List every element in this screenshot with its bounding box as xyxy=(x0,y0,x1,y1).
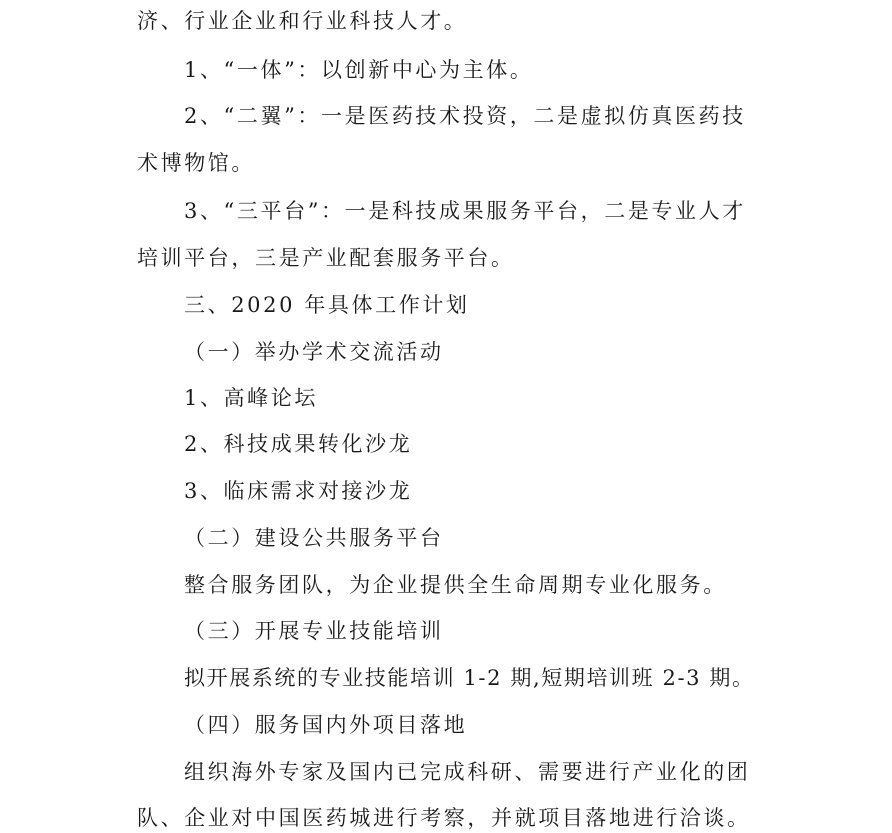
subsection-heading: （一）举办学术交流活动 xyxy=(184,340,444,364)
list-item-line: 3、临床需求对接沙龙 xyxy=(184,479,413,503)
subsection-heading: （四）服务国内外项目落地 xyxy=(184,713,468,737)
list-item-line: 3、“三平台”：一是科技成果服务平台，二是专业人才 xyxy=(184,199,746,223)
list-item-line: 2、科技成果转化沙龙 xyxy=(184,432,413,456)
list-item-line: 1、“一体”：以创新中心为主体。 xyxy=(184,58,534,82)
paragraph-line: 整合服务团队，为企业提供全生命周期专业化服务。 xyxy=(184,573,727,597)
section-heading: 三、2020 年具体工作计划 xyxy=(184,293,470,317)
paragraph-line: 术博物馆。 xyxy=(137,151,255,175)
paragraph-line: 拟开展系统的专业技能培训 1-2 期,短期培训班 2-3 期。 xyxy=(184,666,755,690)
list-item-line: 2、“二翼”：一是医药技术投资，二是虚拟仿真医药技 xyxy=(184,104,746,128)
subsection-heading: （二）建设公共服务平台 xyxy=(184,526,444,550)
paragraph-line: 培训平台，三是产业配套服务平台。 xyxy=(137,246,515,270)
subsection-heading: （三）开展专业技能培训 xyxy=(184,619,444,643)
paragraph-line: 组织海外专家及国内已完成科研、需要进行产业化的团 xyxy=(184,760,751,784)
paragraph-line: 济、行业企业和行业科技人才。 xyxy=(137,9,468,33)
list-item-line: 1、高峰论坛 xyxy=(184,386,318,410)
paragraph-line: 队、企业对中国医药城进行考察，并就项目落地进行洽谈。 xyxy=(137,806,751,830)
